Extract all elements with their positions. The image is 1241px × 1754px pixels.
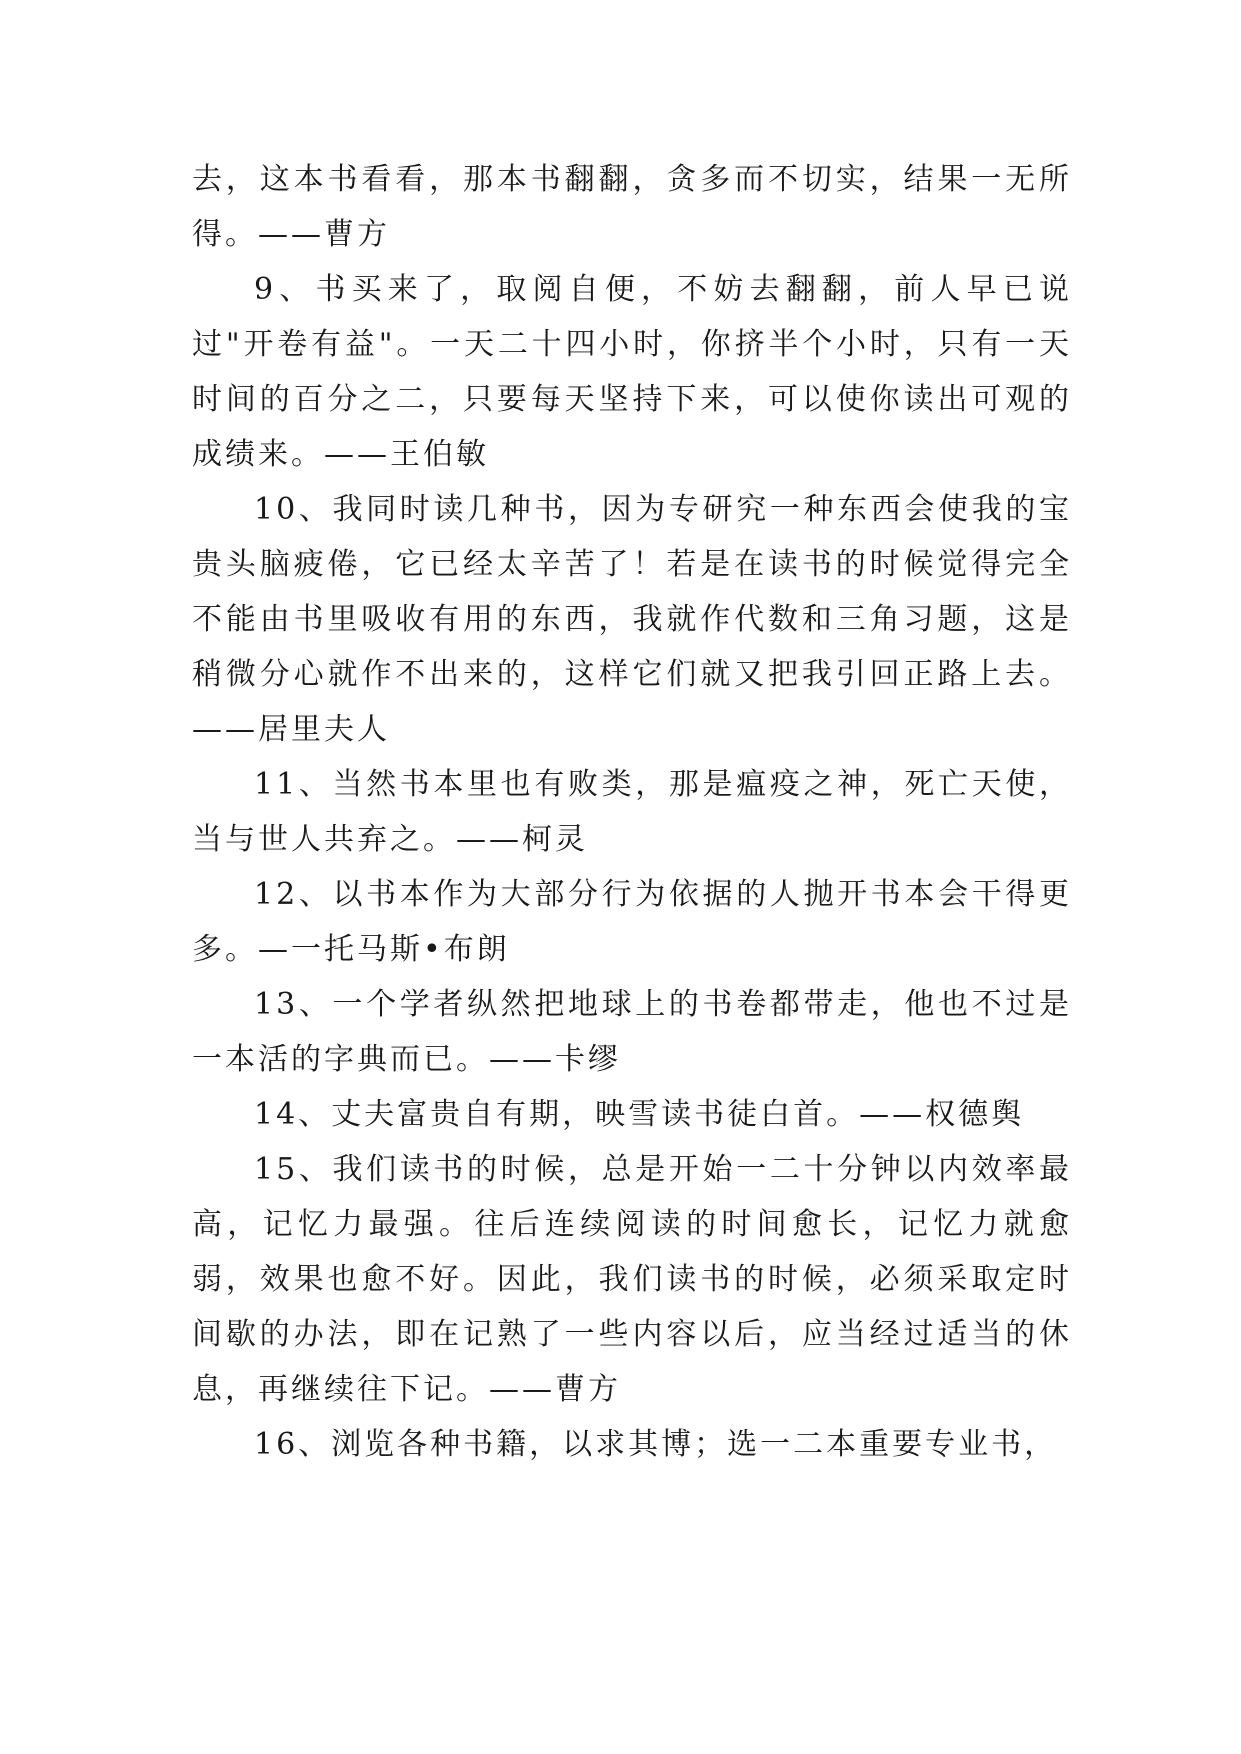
paragraph: 9、书买来了，取阅自便，不妨去翻翻，前人早已说过"开卷有益"。一天二十四小时，你挤半个小时，只有一天时间的百分之二，只要每天坚持下来，可以使你读出可观的成绩来。——王伯敏 [192,272,1072,472]
paragraph: 15、我们读书的时候，总是开始一二十分钟以内效率最高，记忆力最强。往后连续阅读的时间愈长，记忆力就愈弱，效果也愈不好。因此，我们读书的时候，必须采取定时间歇的办法，即在记熟了一些内容以后，应当经过适当的休息，再继续往下记。——曹方 [192,1152,1072,1407]
paragraph: 16、浏览各种书籍，以求其博；选一二本重要专业书， [254,1427,1058,1462]
paragraph: 去，这本书看看，那本书翻翻，贪多而不切实，结果一无所得。——曹方 [192,162,1072,252]
paragraph: 14、丈夫富贵自有期，映雪读书徒白首。——权德舆 [254,1097,1025,1132]
document-body [192,152,1072,1472]
paragraph: 12、以书本作为大部分行为依据的人抛开书本会干得更多。—一托马斯•布朗 [192,877,1072,967]
paragraph: 10、我同时读几种书，因为专研究一种东西会使我的宝贵头脑疲倦，它已经太辛苦了！若是在读书的时候觉得完全不能由书里吸收有用的东西，我就作代数和三角习题，这是稍微分心就作不出来的，这样它们就又把我引回正路上去。——居里夫人 [192,492,1072,747]
paragraph: 13、一个学者纵然把地球上的书卷都带走，他也不过是一本活的字典而已。——卡缪 [192,987,1072,1077]
paragraph: 11、当然书本里也有败类，那是瘟疫之神，死亡天使，当与世人共弃之。——柯灵 [192,767,1072,857]
